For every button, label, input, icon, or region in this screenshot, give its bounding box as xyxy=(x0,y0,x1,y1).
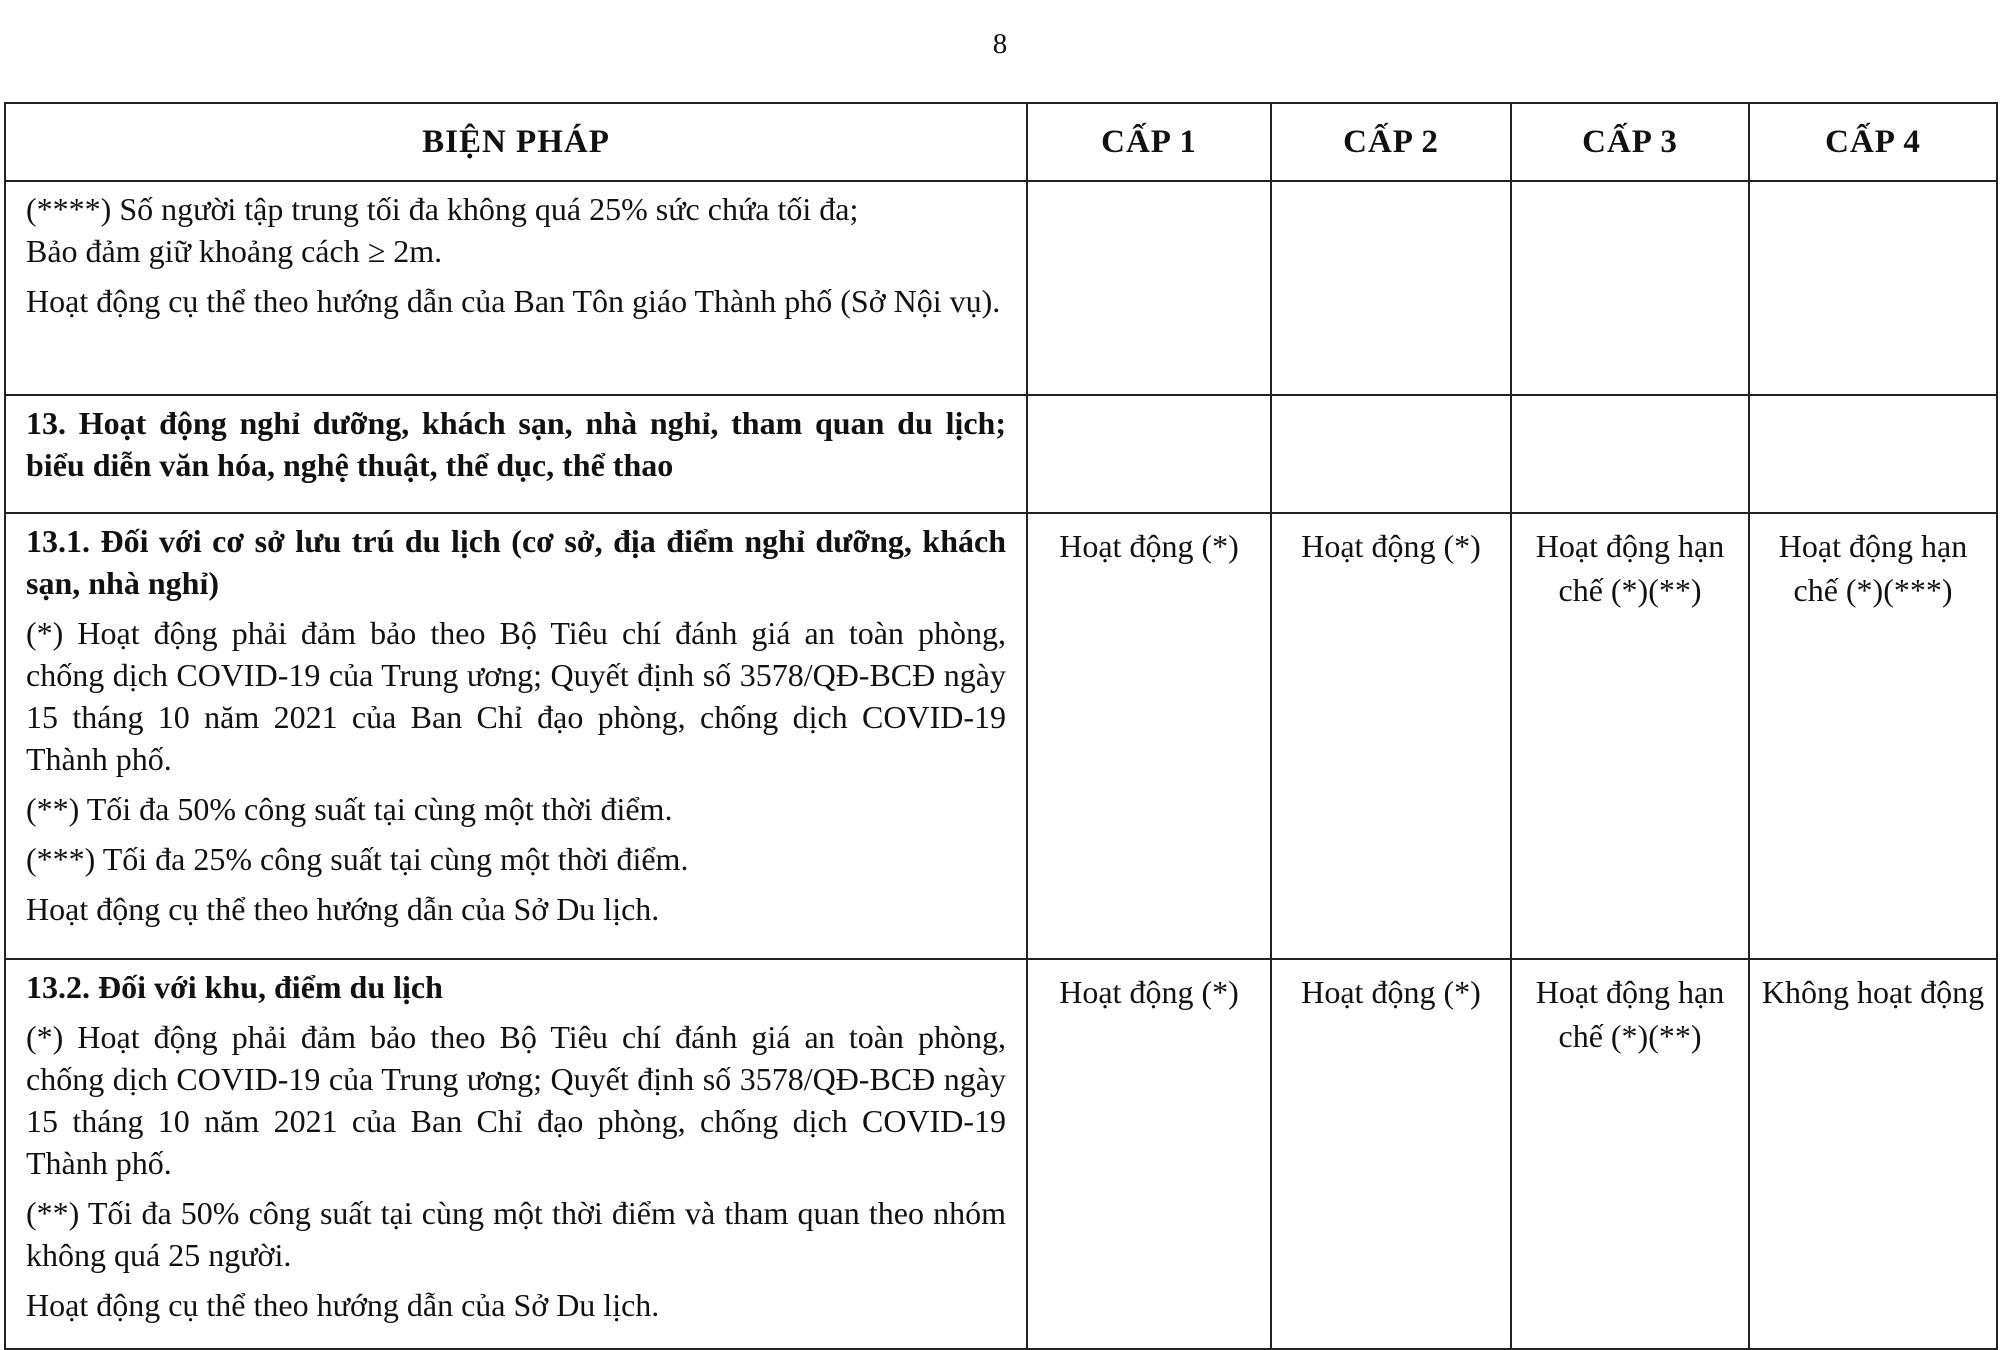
measure-cell xyxy=(5,513,1027,959)
level-2-cell xyxy=(1271,181,1511,395)
measure-cell xyxy=(5,395,1027,513)
level-4-cell: Không hoạt động xyxy=(1749,959,1997,1349)
section-heading: 13.2. Đối với khu, điểm du lịch xyxy=(26,969,443,1005)
level-3-cell: Hoạt động hạn chế (*)(**) xyxy=(1511,959,1749,1349)
level-1-cell: Hoạt động (*) xyxy=(1027,513,1271,959)
level-3-cell xyxy=(1511,395,1749,513)
header-level-2: CẤP 2 xyxy=(1271,103,1511,181)
level-1-cell xyxy=(1027,395,1271,513)
table-row-section-13 xyxy=(5,395,1997,513)
level-4-cell: Hoạt động hạn chế (*)(***) xyxy=(1749,513,1997,959)
level-1-cell: Hoạt động (*) xyxy=(1027,959,1271,1349)
page-number: 8 xyxy=(992,28,1008,60)
measure-paragraph: Hoạt động cụ thể theo hướng dẫn của Ban Tôn giáo Thành phố (Sở Nội vụ). xyxy=(26,283,1001,319)
table-row-section-13-2 xyxy=(5,959,1997,1349)
table-header-row xyxy=(5,103,1997,181)
measure-paragraph: (**) Tối đa 50% công suất tại cùng một thời điểm và tham quan theo nhóm không quá 25 người. xyxy=(26,1195,1006,1273)
level-3-cell xyxy=(1511,181,1749,395)
header-level-3: CẤP 3 xyxy=(1511,103,1749,181)
measure-paragraph: (*) Hoạt động phải đảm bảo theo Bộ Tiêu chí đánh giá an toàn phòng, chống dịch COVID-19 của Trung ương; Quyết định số 3578/QĐ-BCĐ ngày 15 tháng 10 năm 2021 của Ban Chỉ đạo phòng, chống dịch COVID-19 Thành phố. xyxy=(26,1019,1006,1181)
level-3-cell: Hoạt động hạn chế (*)(**) xyxy=(1511,513,1749,959)
header-level-1: CẤP 1 xyxy=(1027,103,1271,181)
measure-paragraph: Hoạt động cụ thể theo hướng dẫn của Sở Du lịch. xyxy=(26,891,660,927)
measure-cell xyxy=(5,959,1027,1349)
measure-paragraph: (***) Tối đa 25% công suất tại cùng một thời điểm. xyxy=(26,841,689,877)
level-4-cell xyxy=(1749,181,1997,395)
level-2-cell xyxy=(1271,395,1511,513)
level-4-cell xyxy=(1749,395,1997,513)
section-heading: 13.1. Đối với cơ sở lưu trú du lịch (cơ sở, địa điểm nghỉ dưỡng, khách sạn, nhà nghỉ) xyxy=(26,523,1006,601)
measure-paragraph: (**) Tối đa 50% công suất tại cùng một thời điểm. xyxy=(26,791,673,827)
measure-cell xyxy=(5,181,1027,395)
level-2-cell: Hoạt động (*) xyxy=(1271,513,1511,959)
measure-paragraph: (*) Hoạt động phải đảm bảo theo Bộ Tiêu chí đánh giá an toàn phòng, chống dịch COVID-19 của Trung ương; Quyết định số 3578/QĐ-BCĐ ngày 15 tháng 10 năm 2021 của Ban Chỉ đạo phòng, chống dịch COVID-19 Thành phố. xyxy=(26,615,1006,777)
table-row-continuation xyxy=(5,181,1997,395)
measures-table xyxy=(4,102,1998,1350)
measure-paragraph: Bảo đảm giữ khoảng cách ≥ 2m. xyxy=(26,233,443,269)
measure-paragraph: (****) Số người tập trung tối đa không quá 25% sức chứa tối đa; xyxy=(26,191,859,227)
header-measure: BIỆN PHÁP xyxy=(5,103,1027,181)
level-2-cell: Hoạt động (*) xyxy=(1271,959,1511,1349)
header-level-4: CẤP 4 xyxy=(1749,103,1997,181)
table-row-section-13-1 xyxy=(5,513,1997,959)
section-heading: 13. Hoạt động nghỉ dưỡng, khách sạn, nhà nghỉ, tham quan du lịch; biểu diễn văn hóa, nghệ thuật, thể dục, thể thao xyxy=(26,405,1006,483)
level-1-cell xyxy=(1027,181,1271,395)
measure-paragraph: Hoạt động cụ thể theo hướng dẫn của Sở Du lịch. xyxy=(26,1287,660,1323)
